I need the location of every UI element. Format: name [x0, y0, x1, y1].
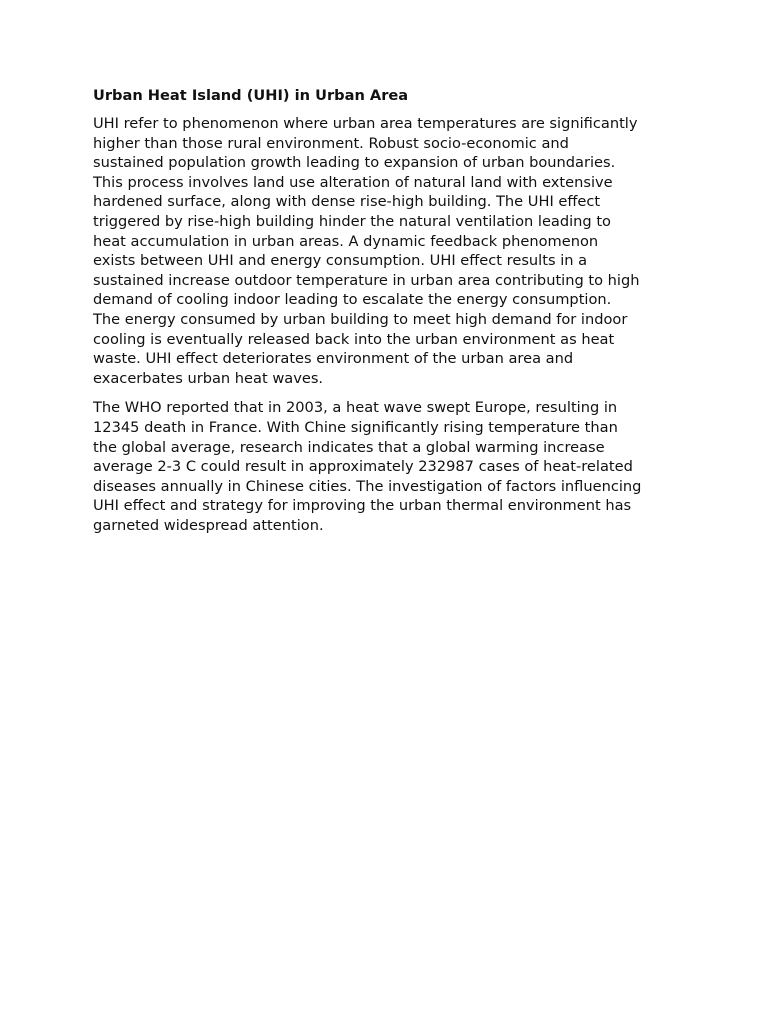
document-title: Urban Heat Island (UHI) in Urban Area — [93, 87, 409, 104]
paragraph-who-report: The WHO reported that in 2003, a heat wave swept Europe, resulting in 12345 death in France. With Chine significantly rising temperature than the global average, research indicates that a global warming increase average 2-3 C could result in approximately 232987 cases of heat-related diseases annually in Chinese cities. The investigation of factors influencing UHI effect and strategy for improving the urban thermal environment has garneted widespread attention. — [93, 399, 642, 534]
document-page — [93, 86, 683, 545]
paragraph-intro: UHI refer to phenomenon where urban area temperatures are significantly higher than those rural environment. Robust socio-economic and sustained population growth leading to expansion of urban boundaries. This process involves land use alteration of natural land with extensive hardened surface, along with dense rise-high building. The UHI effect triggered by rise-high building hinder the natural ventilation leading to heat accumulation in urban areas. A dynamic feedback phenomenon exists between UHI and energy consumption. UHI effect results in a sustained increase outdoor temperature in urban area contributing to high demand of cooling indoor leading to escalate the energy consumption. The energy consumed by urban building to meet high demand for indoor cooling is eventually released back into the urban environment as heat waste. UHI effect deteriorates environment of the urban area and exacerbates urban heat waves. — [93, 115, 640, 387]
